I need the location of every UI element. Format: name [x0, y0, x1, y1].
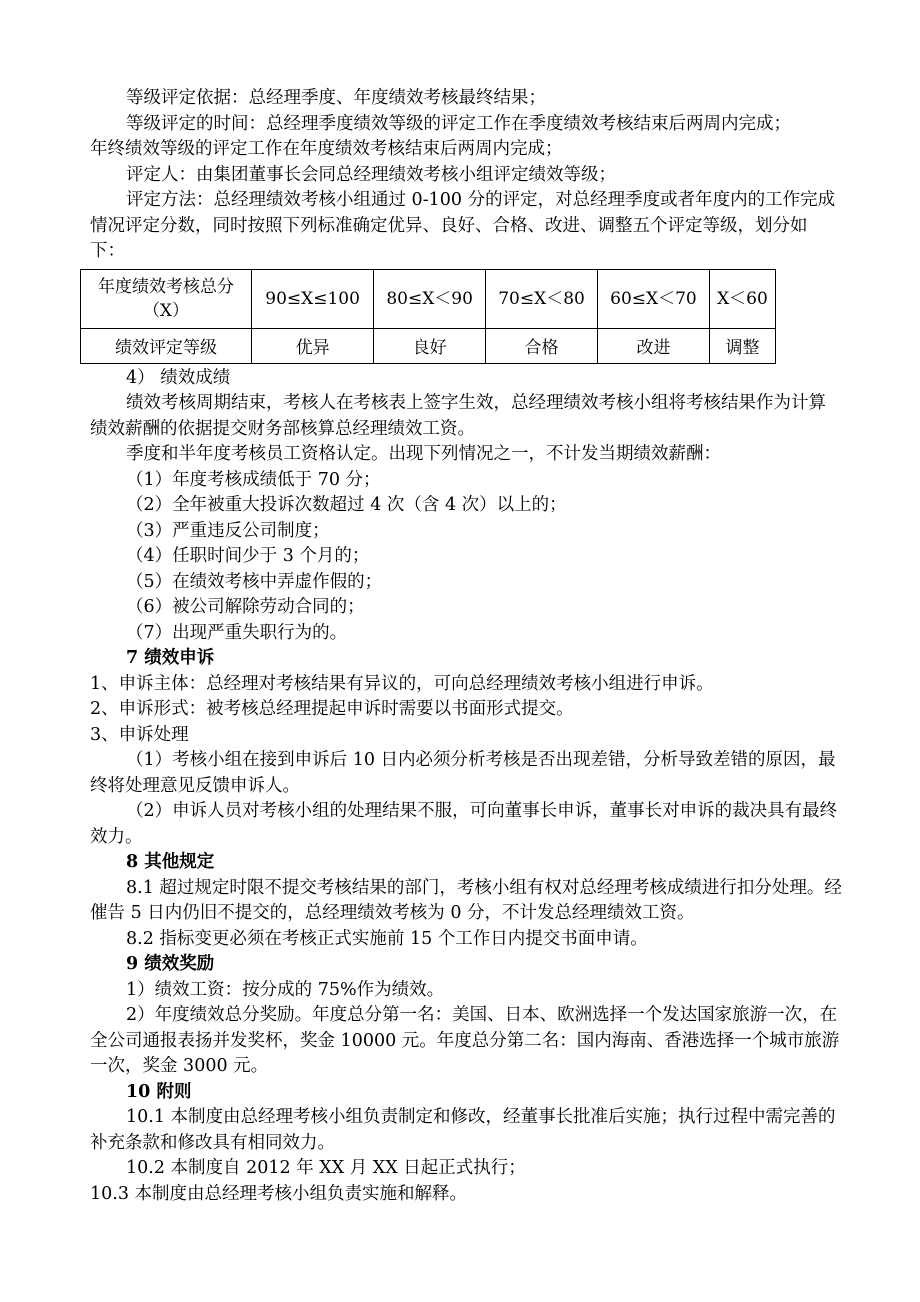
- table-cell-grade: 调整: [709, 328, 775, 363]
- grade-time-annual: 年终绩效等级的评定工作在年度绩效考核结束后两周内完成；: [90, 139, 563, 159]
- appeal-form: 2、申诉形式：被考核总经理提起申诉时需要以书面形式提交。: [90, 699, 574, 719]
- table-cell-range: 80≤X＜90: [374, 269, 486, 328]
- reward-paragraph: 1）绩效工资：按分成的 75%作为绩效。: [126, 979, 445, 1000]
- list-item: （7）出现严重失职行为的。: [126, 622, 348, 643]
- table-cell-grade: 改进: [598, 328, 710, 363]
- table-cell-range: X＜60: [709, 269, 775, 328]
- document-page: [90, 86, 842, 1207]
- results-heading: 4） 绩效成绩: [126, 367, 231, 388]
- list-item: （5）在绩效考核中弄虚作假的；: [126, 571, 383, 592]
- table-cell-grade: 良好: [374, 328, 486, 363]
- other-paragraph: 8.1 超过规定时限不提交考核结果的部门，考核小组有权对总经理考核成绩进行扣分处理。经催告 5 日内仍旧不提交的，总经理绩效考核为 0 分，不计发总经理绩效工资。: [90, 877, 842, 923]
- results-paragraph: 季度和半年度考核员工资格认定。出现下列情况之一，不计发当期绩效薪酬：: [126, 444, 721, 464]
- list-item: （2）全年被重大投诉次数超过 4 次（含 4 次）以上的；: [126, 495, 567, 515]
- appeal-handling-1: （1）考核小组在接到申诉后 10 日内必须分析考核是否出现差错，分析导致差错的原因，最终将处理意见反馈申诉人。: [90, 750, 836, 796]
- table-row: [81, 269, 776, 328]
- appeal-handling-2: （2）申诉人员对考核小组的处理结果不服，可向董事长申诉，董事长对申诉的裁决具有最终效力。: [90, 801, 838, 847]
- reward-heading: 9 绩效奖励: [126, 954, 215, 974]
- table-row: [81, 328, 776, 363]
- table-cell-grade: 合格: [486, 328, 598, 363]
- appeal-handling: 3、申诉处理: [90, 724, 189, 745]
- table-cell-range: 90≤X≤100: [252, 269, 374, 328]
- table-cell-range: 70≤X＜80: [486, 269, 598, 328]
- appendix-paragraph: 10.3 本制度由总经理考核小组负责实施和解释。: [90, 1183, 468, 1204]
- list-item: （4）任职时间少于 3 个月的；: [126, 546, 370, 566]
- other-heading: 8 其他规定: [126, 852, 215, 872]
- list-item: （6）被公司解除劳动合同的；: [126, 597, 365, 617]
- table-cell-range: 60≤X＜70: [598, 269, 710, 328]
- appeal-subject: 1、申诉主体：总经理对考核结果有异议的，可向总经理绩效考核小组进行申诉。: [90, 673, 714, 694]
- appendix-heading: 10 附则: [126, 1081, 192, 1102]
- list-item: （1）年度考核成绩低于 70 分；: [126, 469, 381, 490]
- reward-paragraph: 2）年度绩效总分奖励。年度总分第一名：美国、日本、欧洲选择一个发达国家旅游一次，在全公司通报表扬并发奖杯，奖金 10000 元。年度总分第二名：国内海南、香港选择一个城市旅游一次，奖金 3000 元。: [90, 1005, 840, 1076]
- grade-table: [80, 269, 776, 364]
- grade-time: 等级评定的时间：总经理季度绩效等级的评定工作在季度绩效考核结束后两周内完成；: [126, 113, 791, 134]
- results-paragraph: 绩效考核周期结束，考核人在考核表上签字生效，总经理绩效考核小组将考核结果作为计算绩效薪酬的依据提交财务部核算总经理绩效工资。: [90, 393, 826, 439]
- table-cell-grade: 优异: [252, 328, 374, 363]
- table-header-grade: 绩效评定等级: [81, 328, 252, 363]
- grade-method: 评定方法：总经理绩效考核小组通过 0-100 分的评定，对总经理季度或者年度内的工作完成情况评定分数，同时按照下列标准确定优异、良好、合格、改进、调整五个评定等级，划分如下：: [90, 190, 836, 261]
- grade-basis: 等级评定依据：总经理季度、年度绩效考核最终结果；: [126, 88, 546, 108]
- appendix-paragraph: 10.1 本制度由总经理考核小组负责制定和修改，经董事长批准后实施；执行过程中需完善的补充条款和修改具有相同效力。: [90, 1107, 836, 1153]
- appeal-heading: 7 绩效申诉: [126, 648, 215, 668]
- list-item: （3）严重违反公司制度；: [126, 520, 330, 541]
- appendix-paragraph: 10.2 本制度自 2012 年 XX 月 XX 日起正式执行；: [126, 1158, 526, 1178]
- other-paragraph: 8.2 指标变更必须在考核正式实施前 15 个工作日内提交书面申请。: [126, 928, 648, 949]
- table-header-score: 年度绩效考核总分（X）: [81, 269, 252, 328]
- grade-rater: 评定人：由集团董事长会同总经理绩效考核小组评定绩效等级；: [126, 164, 616, 185]
